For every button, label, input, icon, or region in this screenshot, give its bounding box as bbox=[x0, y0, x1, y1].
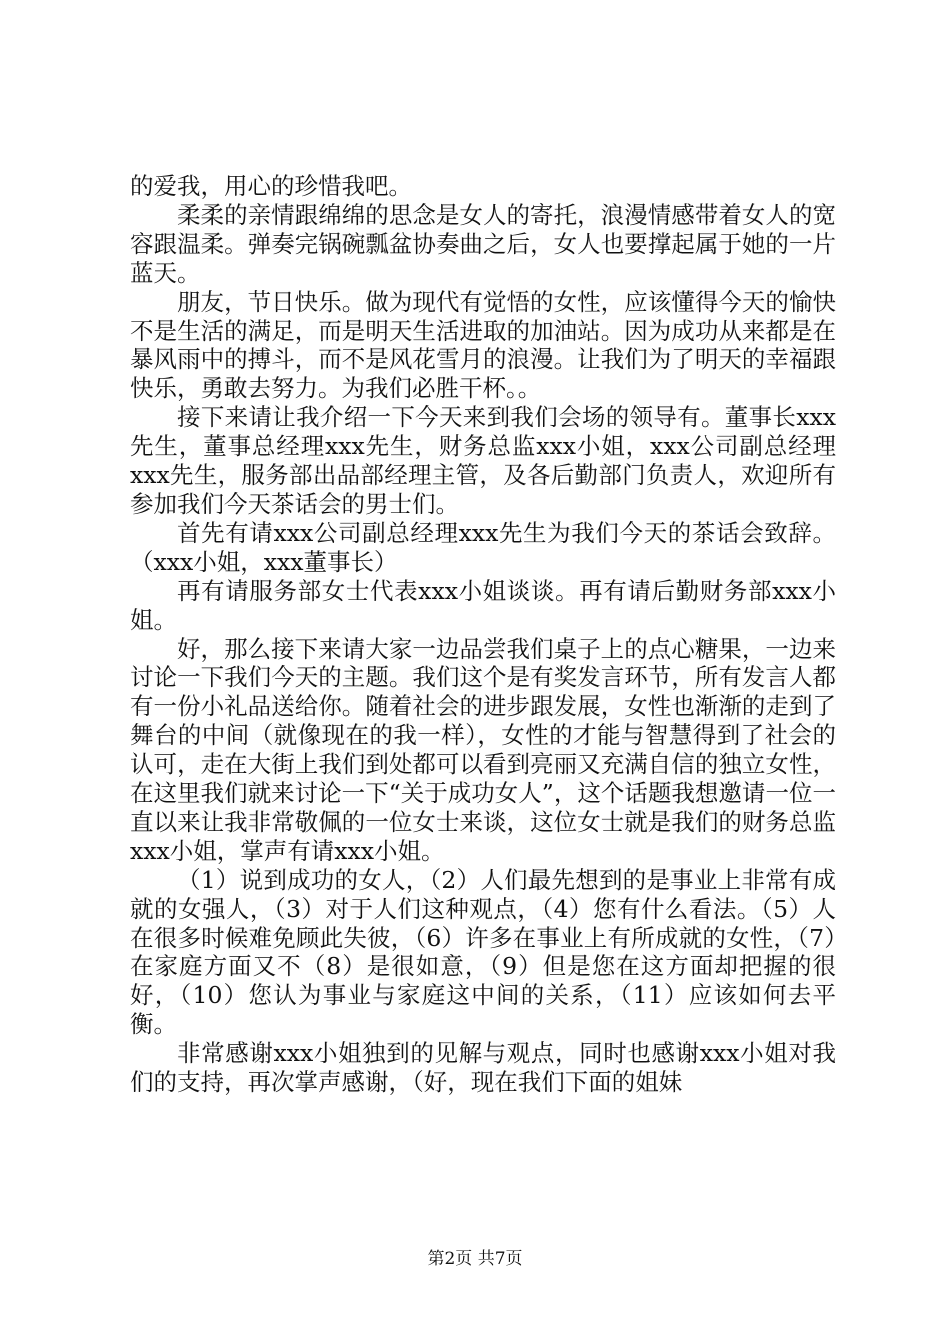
paragraph-1: 的爱我，用心的珍惜我吧。 bbox=[130, 172, 412, 200]
paragraph-6: 再有请服务部女士代表xxx小姐谈谈。再有请后勤财务部xxx小姐。 bbox=[130, 576, 836, 634]
paragraph-5: 首先有请xxx公司副总经理xxx先生为我们今天的茶话会致辞。（xxx小姐，xxx董事长） bbox=[130, 518, 836, 576]
paragraph-4: 接下来请让我介绍一下今天来到我们会场的领导有。董事长xxx先生，董事总经理xxx先生，财务总监xxx小姐，xxx公司副总经理xxx先生，服务部出品部经理主管，及各后勤部门负责人，欢迎所有参加我们今天茶话会的男士们。 bbox=[130, 403, 836, 518]
page-number-footer: 第2页 共7页 bbox=[427, 1249, 523, 1269]
paragraph-9: 非常感谢xxx小姐独到的见解与观点，同时也感谢xxx小姐对我们的支持，再次掌声感谢，（好，现在我们下面的姐妹 bbox=[130, 1039, 836, 1097]
paragraph-3: 朋友，节日快乐。做为现代有觉悟的女性，应该懂得今天的愉快不是生活的满足，而是明天生活进取的加油站。因为成功从来都是在暴风雨中的搏斗，而不是风花雪月的浪漫。让我们为了明天的幸福跟快乐，勇敢去努力。为我们必胜干杯。。 bbox=[130, 287, 836, 403]
paragraph-7: 好，那么接下来请大家一边品尝我们桌子上的点心糖果，一边来讨论一下我们今天的主题。我们这个是有奖发言环节，所有发言人都有一份小礼品送给你。随着社会的进步跟发展，女性也渐渐的走到了舞台的中间（就像现在的我一样），女性的才能与智慧得到了社会的认可，走在大街上我们到处都可以看到亮丽又充满自信的独立女性，在这里我们就来讨论一下“关于成功女人”，这个话题我想邀请一位一直以来让我非常敬佩的一位女士来谈，这位女士就是我们的财务总监xxx小姐，掌声有请xxx小姐。 bbox=[130, 634, 836, 865]
paragraph-2: 柔柔的亲情跟绵绵的思念是女人的寄托，浪漫情感带着女人的宽容跟温柔。弹奏完锅碗瓢盆协奏曲之后，女人也要撑起属于她的一片蓝天。 bbox=[130, 200, 836, 287]
paragraph-8: （1）说到成功的女人，（2）人们最先想到的是事业上非常有成就的女强人，（3）对于人们这种观点，（4）您有什么看法。（5）人在很多时候难免顾此失彼，（6）许多在事业上有所成就的女性，（7）在家庭方面又不（8）是很如意，（9）但是您在这方面却把握的很好，（10）您认为事业与家庭这中间的关系，（11）应该如何去平衡。 bbox=[130, 865, 836, 1039]
document-body bbox=[130, 172, 836, 1097]
